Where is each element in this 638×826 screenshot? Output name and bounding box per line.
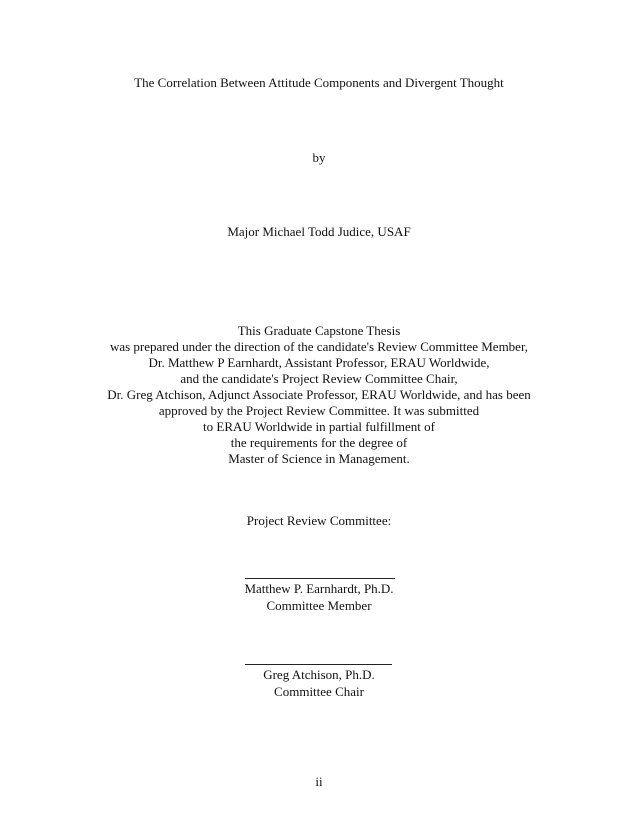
approval-line: Master of Science in Management.	[228, 451, 410, 466]
approval-line: the requirements for the degree of	[230, 435, 408, 450]
signatory-name: Matthew P. Earnhardt, Ph.D.	[244, 581, 394, 596]
thesis-title: The Correlation Between Attitude Components and Divergent Thought	[134, 75, 504, 90]
by-label: by	[312, 150, 326, 165]
approval-line: to ERAU Worldwide in partial fulfillment of	[203, 419, 435, 434]
approval-line: was prepared under the direction of the candidate's Review Committee Member,	[109, 339, 529, 354]
committee-heading: Project Review Committee:	[246, 513, 392, 528]
approval-line: and the candidate's Project Review Committee Chair,	[180, 371, 458, 386]
signatory-name: Greg Atchison, Ph.D.	[263, 667, 375, 682]
signature-line	[245, 664, 392, 665]
approval-line: This Graduate Capstone Thesis	[237, 323, 401, 338]
signatory-role: Committee Member	[266, 598, 372, 613]
author-name: Major Michael Todd Judice, USAF	[227, 224, 411, 239]
approval-line: approved by the Project Review Committee. It was submitted	[158, 403, 480, 418]
signatory-role: Committee Chair	[274, 684, 364, 699]
approval-line: Dr. Matthew P Earnhardt, Assistant Professor, ERAU Worldwide,	[148, 355, 490, 370]
signature-line	[245, 578, 395, 579]
page-number: ii	[315, 774, 323, 789]
approval-line: Dr. Greg Atchison, Adjunct Associate Professor, ERAU Worldwide, and has been	[107, 387, 531, 402]
